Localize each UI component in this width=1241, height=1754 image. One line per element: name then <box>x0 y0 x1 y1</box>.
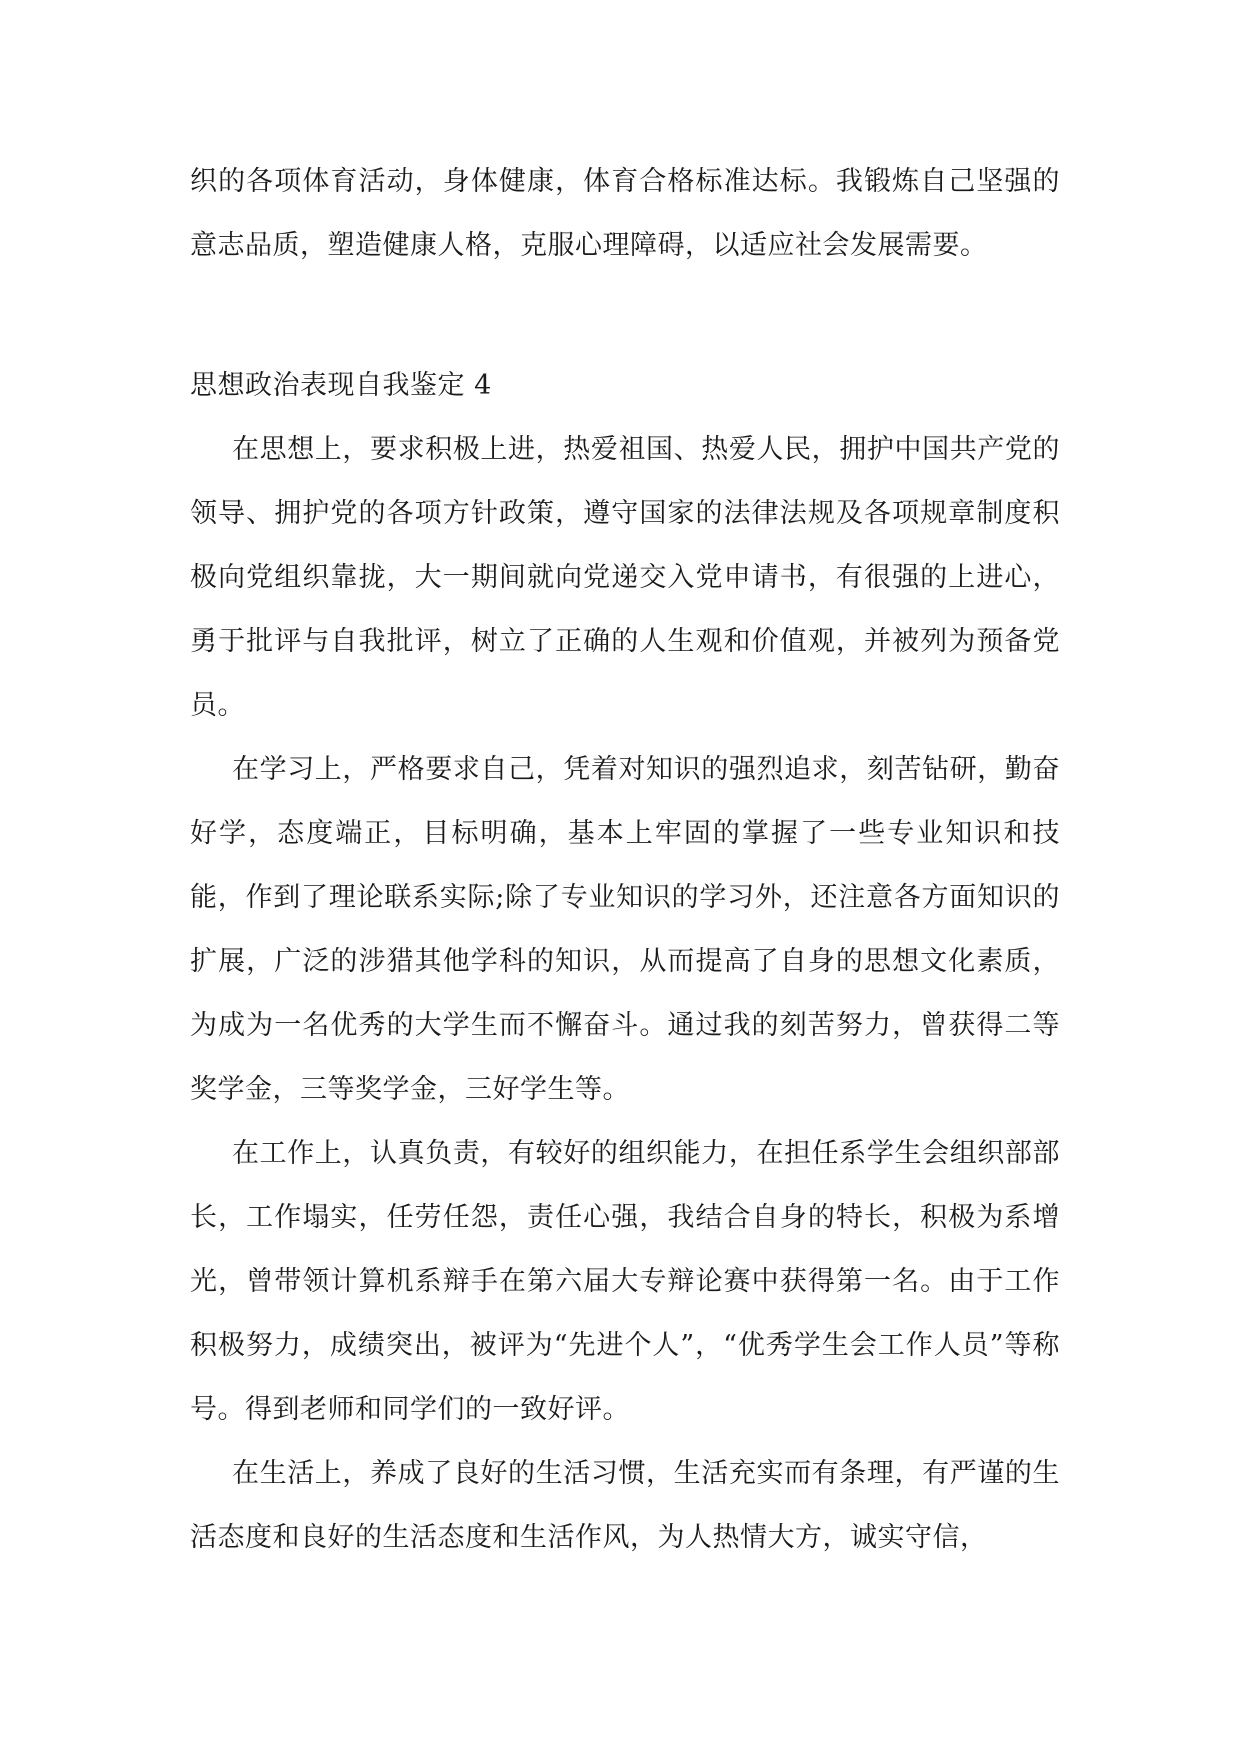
paragraph-work: 在工作上，认真负责，有较好的组织能力，在担任系学生会组织部部长，工作塌实，任劳任怨，责任心强，我结合自身的特长，积极为系增光，曾带领计算机系辩手在第六届大专辩论赛中获得第一名。由于工作积极努力，成绩突出，被评为“先进个人”，“优秀学生会工作人员”等称号。得到老师和同学们的一致好评。 <box>190 1138 1060 1425</box>
intro-block <box>190 150 1060 278</box>
paragraph-thought: 在思想上，要求积极上进，热爱祖国、热爱人民，拥护中国共产党的领导、拥护党的各项方针政策，遵守国家的法律法规及各项规章制度积极向党组织靠拢，大一期间就向党递交入党申请书，有很强的上进心，勇于批评与自我批评，树立了正确的人生观和价值观，并被列为预备党员。 <box>190 434 1060 721</box>
section-block <box>190 354 1060 1570</box>
intro-paragraph: 织的各项体育活动，身体健康，体育合格标准达标。我锻炼自己坚强的意志品质，塑造健康人格，克服心理障碍，以适应社会发展需要。 <box>190 166 1060 261</box>
section-heading: 思想政治表现自我鉴定 4 <box>190 370 492 401</box>
paragraph-life: 在生活上，养成了良好的生活习惯，生活充实而有条理，有严谨的生活态度和良好的生活态度和生活作风，为人热情大方，诚实守信， <box>190 1458 1060 1553</box>
paragraph-study: 在学习上，严格要求自己，凭着对知识的强烈追求，刻苦钻研，勤奋好学，态度端正，目标明确，基本上牢固的掌握了一些专业知识和技能，作到了理论联系实际;除了专业知识的学习外，还注意各方面知识的扩展，广泛的涉猎其他学科的知识，从而提高了自身的思想文化素质，为成为一名优秀的大学生而不懈奋斗。通过我的刻苦努力，曾获得二等奖学金，三等奖学金，三好学生等。 <box>190 754 1060 1105</box>
